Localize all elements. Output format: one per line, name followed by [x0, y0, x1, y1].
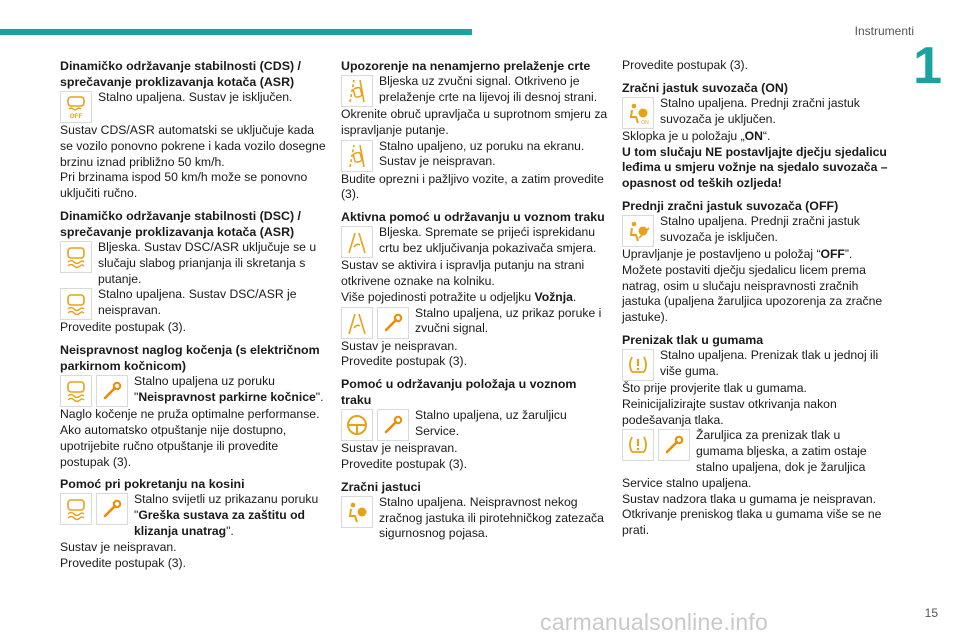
warning-entry: Stalno upaljena. Prednji zračni jastuk suvozača je isključen. [622, 214, 890, 247]
esp-skid-icon [60, 288, 92, 320]
svg-text:OFF: OFF [69, 113, 83, 120]
section-title: Pomoć pri pokretanju na kosini [60, 477, 245, 492]
header-accent-bar [0, 29, 472, 35]
watermark: carmanualsonline.info [540, 609, 768, 635]
esp-skid-icon [60, 241, 92, 273]
airbag-icon [341, 496, 373, 528]
page-section-title: Instrumenti [854, 24, 914, 38]
warning-entry: ON Stalno upaljena. Prednji zračni jastuk suvozača je uključen. [622, 96, 890, 129]
chapter-number: 1 [913, 37, 942, 95]
service-wrench-icon [96, 493, 128, 525]
warning-entry: OFF Stalno upaljena. Sustav je isključen. [60, 90, 328, 123]
warning-entry: Stalno upaljena, uz žaruljicu Service. [341, 408, 609, 441]
section-title: Zračni jastuk suvozača (ON) [622, 80, 788, 95]
steering-wheel-icon [341, 409, 373, 441]
section-title: Pomoć u održavanju položaja u voznom traku [341, 377, 577, 408]
warning-entry: Stalno upaljena. Sustav DSC/ASR je neispravan. [60, 287, 328, 320]
lane-departure-icon [341, 75, 373, 107]
service-wrench-icon [658, 429, 690, 461]
column-3: Provedite postupak (3). Zračni jastuk suvozača (ON) ON Stalno upaljena. Prednji zračni jastuk suvozača je uključen. Sklopka je u položaju „ON“. U tom slučaju NE postavljajte dječju sjedalicu leđima u smjeru vožnje na sjedalo suvozača – opasnost od teških ozljeda! Prednji zračni jastuk suvozača (OFF) Stalno upaljena. Prednji zračni jastuk suvozača je isključen. Upravljanje je postavljeno u položaj “OFF”. Možete postaviti dječju sjedalicu licem prema natrag, osim u slučaju neispravnosti zračnih jastuka (upaljena žaruljica upozorenja za zračne jastuke). Prenizak tlak u gumama Stalno upaljena. Prenizak tlak u jednoj ili više guma. Što prije provjerite tlak u gumama. Reinicijalizirajte sustav otkrivanja nakon podešavanja tlaka. Žaruljica za prenizak tlak u gumama bljeska, a zatim ostaje stalno upaljena, dok je žaruljica Service stalno upaljena. Sustav nadzora tlaka u gumama je neispravan. Otkrivanje preniskog tlaka u gumama više se ne prati. [622, 58, 890, 539]
section-title: Zračni jastuci [341, 479, 421, 494]
section-title: Aktivna pomoć u održavanju u voznom traku [341, 210, 605, 225]
service-wrench-icon [96, 375, 128, 407]
column-1: Dinamičko održavanje stabilnosti (CDS) / sprečavanje proklizavanja kotača (ASR) OFF Stalno upaljena. Sustav je isključen. Sustav CDS/ASR automatski se uključuje kada se vozilo ponovno pokrene i kada vozilo dosegne brzinu iznad približno 50 km/h. Pri brzinama ispod 50 km/h može se ponovno uključiti ručno. Dinamičko održavanje stabilnosti (DSC) / sprečavanje proklizavanja kotača (ASR) Bljeska. Sustav DSC/ASR uključuje se u slučaju slabog prianjanja ili skretanja s putanje. Stalno upaljena. Sustav DSC/ASR je neispravan. Provedite postupak (3). Neispravnost naglog kočenja (s električnom parkirnom kočnicom) Stalno upaljena uz poruku "Neispravnost parkirne kočnice". Naglo kočenje ne pruža optimalne performanse. Ako automatsko otpuštanje nije dostupno, upotrijebite ručno otpuštanje ili provedite postupak (3). Pomoć pri pokretanju na kosini Stalno svijetli uz prikazanu poruku "Greška sustava za zaštitu od klizanja unatrag". Sustav je neispravan. Provedite postupak (3). [60, 58, 328, 571]
warning-entry: Stalno svijetli uz prikazanu poruku "Greška sustava za zaštitu od klizanja unatrag". [60, 492, 328, 539]
tyre-pressure-icon [622, 349, 654, 381]
page-number: 15 [924, 606, 938, 620]
warning-entry: Bljeska uz zvučni signal. Otkriveno je prelaženje crte na lijevoj ili desnoj strani. [341, 74, 609, 107]
warning-entry: Stalno upaljena. Prenizak tlak u jednoj ili više guma. [622, 348, 890, 381]
service-wrench-icon [377, 409, 409, 441]
warning-entry: Bljeska. Sustav DSC/ASR uključuje se u slučaju slabog prianjanja ili skretanja s putanje. [60, 240, 328, 287]
esp-skid-icon [60, 493, 92, 525]
passenger-airbag-on-icon [622, 97, 654, 129]
column-2: Upozorenje na nenamjerno prelaženje crte Bljeska uz zvučni signal. Otkriveno je prelaženje crte na lijevoj ili desnoj strani. Okrenite obruč upravljača u suprotnom smjeru za ispravljanje putanje. Stalno upaljeno, uz poruku na ekranu. Sustav je neispravan. Budite oprezni i pažljivo vozite, a zatim provedite (3). Aktivna pomoć u održavanju u voznom traku Bljeska. Spremate se prijeći isprekidanu crtu bez uključivanja pokazivača smjera. Sustav se aktivira i ispravlja putanju na strani otkrivene oznake na kolniku. Više pojedinosti potražite u odjeljku Vožnja. Stalno upaljena, uz prikaz poruke i zvučni signal. Sustav je neispravan. Provedite postupak (3). Pomoć u održavanju položaja u voznom traku Stalno upaljena, uz žaruljicu Service. Sustav je neispravan. Provedite postupak (3). Zračni jastuci Stalno upaljena. Neispravnost nekog zračnog jastuka ili pirotehničkog zatezača sigurnosnog pojasa. [341, 59, 608, 541]
section-title: Dinamičko održavanje stabilnosti (CDS) / sprečavanje proklizavanja kotača (ASR) [60, 59, 301, 89]
warning-entry: Žaruljica za prenizak tlak u gumama bljeska, a zatim ostaje stalno upaljena, dok je žaruljica Service stalno upaljena. [622, 428, 867, 490]
lane-keep-assist-icon [341, 226, 373, 258]
warning-entry: Stalno upaljeno, uz poruku na ekranu. Sustav je neispravan. [341, 139, 609, 172]
section-title: Prenizak tlak u gumama [622, 332, 764, 347]
section-title: Upozorenje na nenamjerno prelaženje crte [341, 59, 591, 73]
section-title: Neispravnost naglog kočenja (s električnom parkirnom kočnicom) [60, 343, 320, 374]
section-title: Prednji zračni jastuk suvozača (OFF) [622, 198, 839, 213]
warning-entry: Bljeska. Spremate se prijeći isprekidanu crtu bez uključivanja pokazivača smjera. [341, 225, 609, 258]
warning-entry: Stalno upaljena. Neispravnost nekog zračnog jastuka ili pirotehničkog zatezača sigurnosnog pojasa. [341, 495, 609, 542]
service-wrench-icon [377, 307, 409, 339]
esp-skid-icon [60, 375, 92, 407]
lane-keep-assist-icon [341, 307, 373, 339]
warning-entry: Stalno upaljena, uz prikaz poruke i zvučni signal. [341, 306, 609, 339]
warning-entry: Stalno upaljena uz poruku "Neispravnost parkirne kočnice". [60, 374, 328, 407]
svg-text:ON: ON [641, 119, 649, 126]
lane-departure-icon [341, 140, 373, 172]
esp-off-icon [60, 91, 92, 123]
passenger-airbag-off-icon [622, 215, 654, 247]
tyre-pressure-icon [622, 429, 654, 461]
section-title: Dinamičko održavanje stabilnosti (DSC) / sprečavanje proklizavanja kotača (ASR) [60, 208, 301, 239]
